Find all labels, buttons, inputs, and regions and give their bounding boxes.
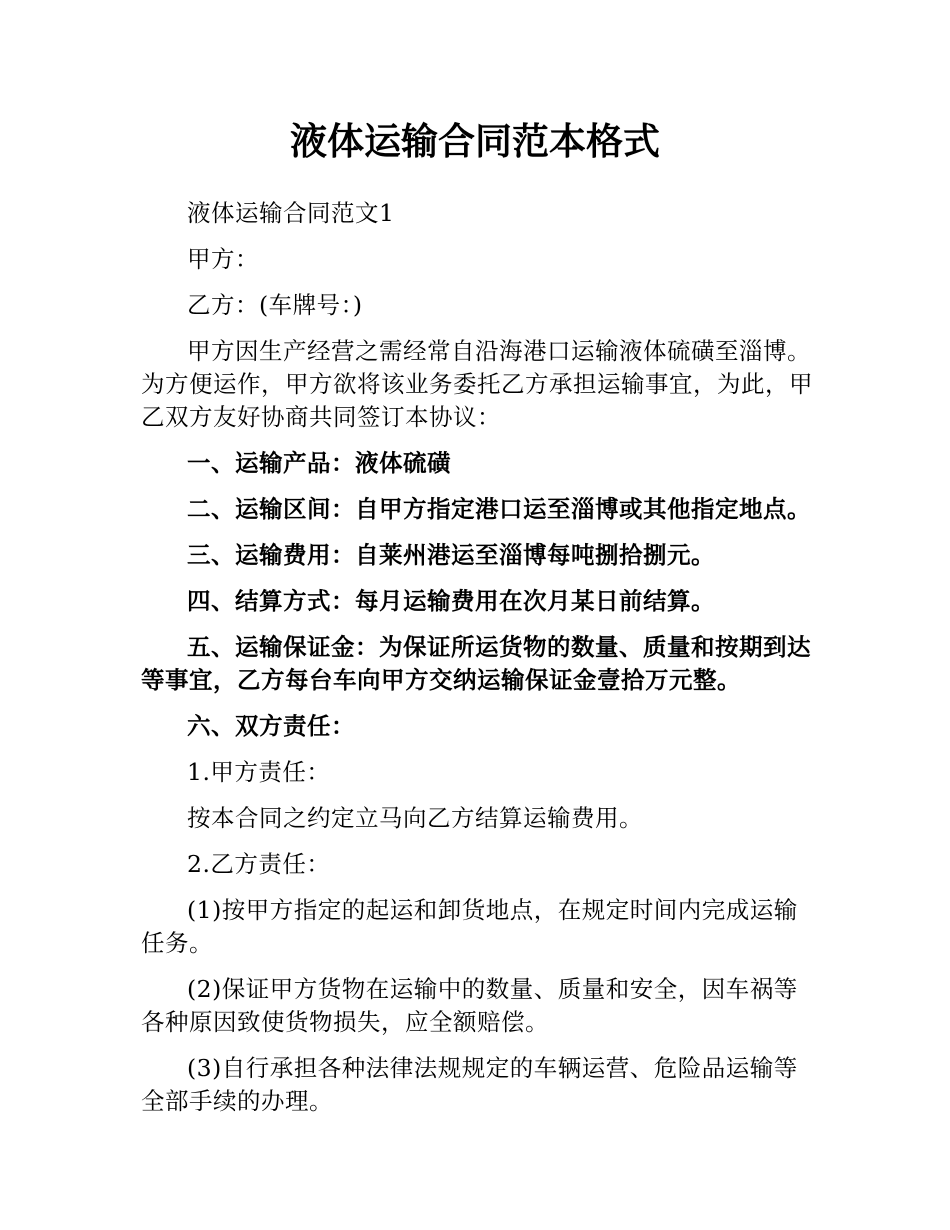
- document-body: [141, 197, 821, 1131]
- clause-3-fee: 三、运输费用：自莱州港运至淄博每吨捌拾捌元。: [187, 541, 715, 569]
- clause-2-route: 二、运输区间：自甲方指定港口运至淄博或其他指定地点。: [187, 495, 811, 523]
- party-b-item-3: (3)自行承担各种法律法规规定的车辆运营、危险品运输等全部手续的办理。: [141, 1054, 798, 1115]
- party-a-responsibility-text: 按本合同之约定立马向乙方结算运输费用。: [187, 804, 643, 832]
- clause-1-product: 一、运输产品：液体硫磺: [187, 449, 451, 477]
- party-a-line: 甲方：: [187, 245, 259, 273]
- clause-6-responsibilities: 六、双方责任：: [187, 712, 355, 740]
- preamble-paragraph: 甲方因生产经营之需经常自沿海港口运输液体硫磺至淄博。为方便运作，甲方欲将该业务委托乙方承担运输事宜，为此，甲乙双方友好协商共同签订本协议：: [141, 337, 813, 431]
- party-a-responsibility-heading: 1.甲方责任：: [187, 758, 331, 786]
- clause-4-settlement: 四、结算方式：每月运输费用在次月某日前结算。: [187, 587, 715, 615]
- party-b-line: 乙方：(车牌号：): [187, 291, 363, 319]
- party-b-item-1: (1)按甲方指定的起运和卸货地点，在规定时间内完成运输任务。: [141, 896, 798, 957]
- document-title: 液体运输合同范本格式: [290, 120, 660, 163]
- clause-5-deposit: 五、运输保证金：为保证所运货物的数量、质量和按期到达等事宜，乙方每台车向甲方交纳运输保证金壹拾万元整。: [141, 633, 811, 694]
- party-b-item-2: (2)保证甲方货物在运输中的数量、质量和安全，因车祸等各种原因致使货物损失，应全额赔偿。: [141, 975, 798, 1036]
- party-b-responsibility-heading: 2.乙方责任：: [187, 850, 331, 878]
- contract-heading: 液体运输合同范文1: [187, 199, 395, 227]
- document-page: [141, 0, 821, 1230]
